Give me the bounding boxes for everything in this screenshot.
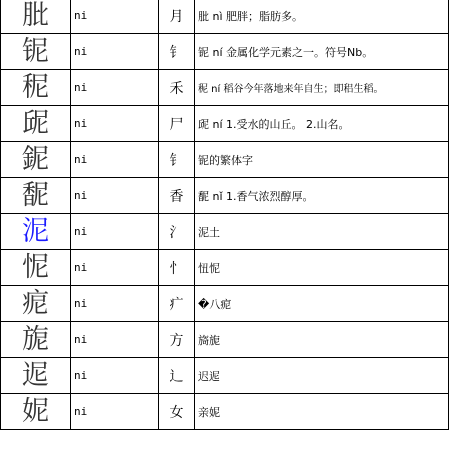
radical-cell: 辶 [159, 358, 195, 394]
hanzi-cell: 铌 [1, 34, 71, 70]
character-table-body [1, 0, 449, 430]
pinyin-cell: ni [71, 358, 159, 394]
hanzi-cell: 旎 [1, 322, 71, 358]
table-row [1, 34, 449, 70]
hanzi-cell: 妮 [1, 394, 71, 430]
hanzi-cell: 泥 [1, 214, 71, 250]
pinyin-cell: ni [71, 214, 159, 250]
table-row [1, 250, 449, 286]
radical-cell: 尸 [159, 106, 195, 142]
radical-cell: 疒 [159, 286, 195, 322]
definition-cell: 铌的繁体字 [195, 142, 449, 178]
pinyin-cell: ni [71, 142, 159, 178]
table-row [1, 322, 449, 358]
hanzi-cell: 肶 [1, 0, 71, 34]
table-row [1, 70, 449, 106]
pinyin-cell: ni [71, 286, 159, 322]
radical-cell: 香 [159, 178, 195, 214]
radical-cell: 女 [159, 394, 195, 430]
definition-cell: 忸怩 [195, 250, 449, 286]
definition-cell: 肶 nì 肥胖；脂肪多。 [195, 0, 449, 34]
hanzi-cell: 怩 [1, 250, 71, 286]
radical-cell: 禾 [159, 70, 195, 106]
radical-cell: 月 [159, 0, 195, 34]
hanzi-cell: 鈮 [1, 142, 71, 178]
radical-cell: 钅 [159, 142, 195, 178]
hanzi-cell: 痆 [1, 286, 71, 322]
pinyin-cell: ni [71, 322, 159, 358]
pinyin-cell: ni [71, 394, 159, 430]
table-row [1, 394, 449, 430]
table-row [1, 178, 449, 214]
definition-cell: �八痆 [195, 286, 449, 322]
pinyin-cell: ni [71, 34, 159, 70]
definition-cell: 旖旎 [195, 322, 449, 358]
pinyin-cell: ni [71, 250, 159, 286]
radical-cell: 氵 [159, 214, 195, 250]
definition-cell: 迟迡 [195, 358, 449, 394]
hanzi-cell: 馜 [1, 178, 71, 214]
hanzi-cell: 屔 [1, 106, 71, 142]
hanzi-cell: 迡 [1, 358, 71, 394]
radical-cell: 忄 [159, 250, 195, 286]
table-row [1, 358, 449, 394]
table-row [1, 214, 449, 250]
definition-cell: 屔 ní 1.受水的山丘。 2.山名。 [195, 106, 449, 142]
table-row [1, 286, 449, 322]
definition-cell: 馜 nǐ 1.香气浓烈醇厚。 [195, 178, 449, 214]
radical-cell: 钅 [159, 34, 195, 70]
definition-cell: 亲妮 [195, 394, 449, 430]
definition-cell: 秜 ní 稻谷今年落地来年自生；即稆生稻。 [195, 70, 449, 106]
pinyin-cell: ni [71, 178, 159, 214]
radical-cell: 方 [159, 322, 195, 358]
table-row [1, 142, 449, 178]
pinyin-cell: ni [71, 106, 159, 142]
pinyin-cell: ni [71, 0, 159, 34]
table-row [1, 0, 449, 34]
pinyin-cell: ni [71, 70, 159, 106]
definition-cell: 泥土 [195, 214, 449, 250]
table-row [1, 106, 449, 142]
definition-cell: 铌 ní 金属化学元素之一。符号Nb。 [195, 34, 449, 70]
hanzi-cell: 秜 [1, 70, 71, 106]
